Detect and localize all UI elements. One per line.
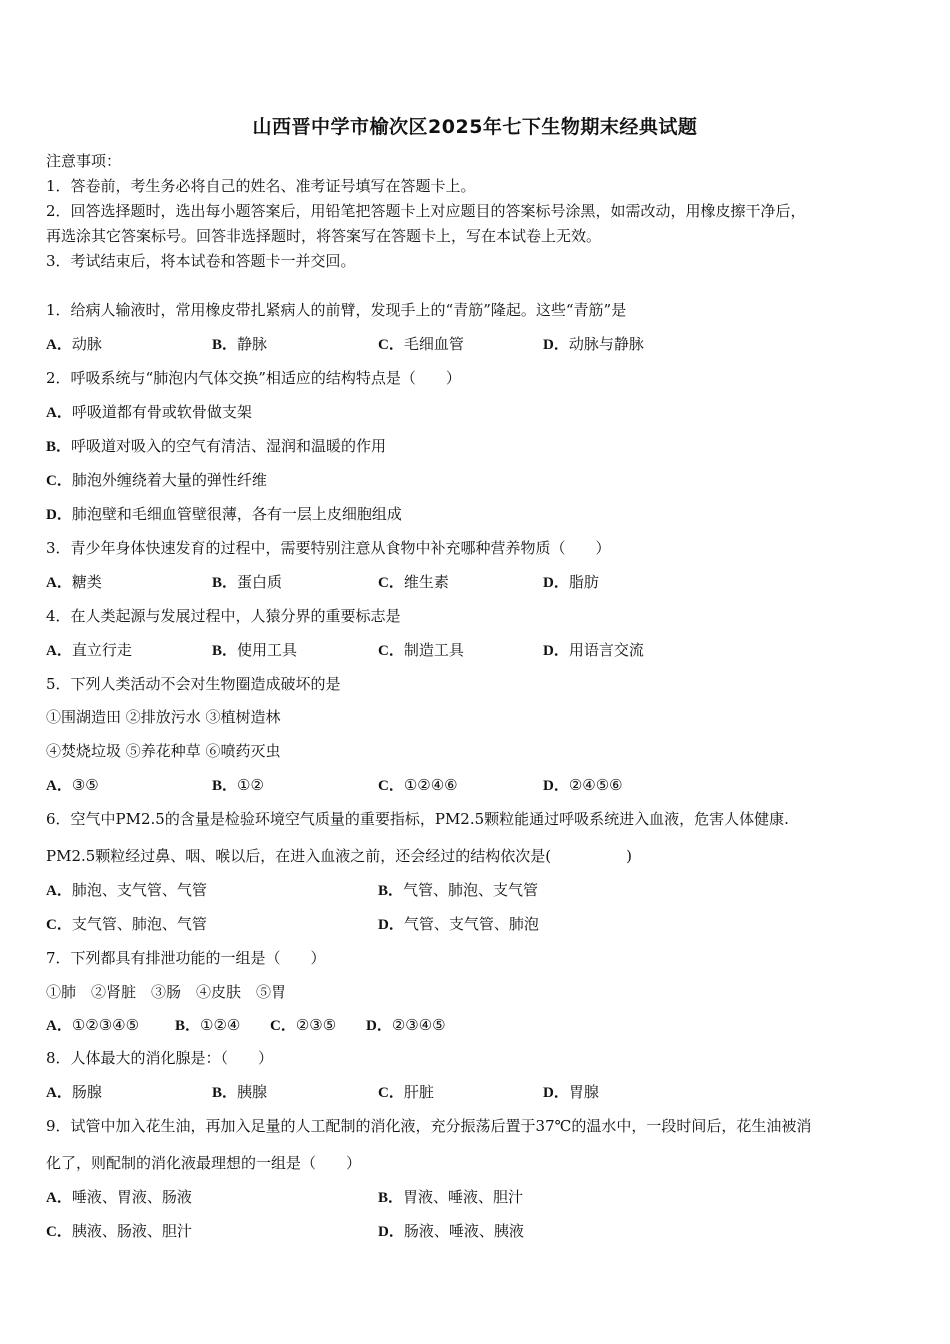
option-a[interactable] xyxy=(46,402,252,423)
option-text: 呼吸道对吸入的空气有清洁、湿润和温暖的作用 xyxy=(71,437,387,455)
option-text: 气管、肺泡、支气管 xyxy=(403,881,539,899)
option-letter: A． xyxy=(46,1085,72,1101)
option-text: 肝脏 xyxy=(403,1083,434,1101)
option-d[interactable] xyxy=(366,1015,446,1036)
question-stem: 3．青少年身体快速发育的过程中，需要特别注意从食物中补充哪种营养物质（ ） xyxy=(46,539,611,557)
option-d[interactable] xyxy=(46,504,402,525)
option-text: 肠腺 xyxy=(71,1083,102,1101)
option-letter: B． xyxy=(212,575,238,591)
option-text: 直立行走 xyxy=(71,641,132,659)
option-text: ①②④⑥ xyxy=(403,776,458,794)
option-letter: A． xyxy=(46,337,72,353)
option-letter: A． xyxy=(46,575,72,591)
option-text: 支气管、肺泡、气管 xyxy=(71,915,207,933)
option-a[interactable] xyxy=(46,775,99,796)
option-text: 动脉与静脉 xyxy=(568,335,644,353)
option-c[interactable] xyxy=(378,334,464,355)
notice-item: 3．考试结束后，将本试卷和答题卡一并交回。 xyxy=(46,252,356,270)
option-text: 肠液、唾液、胰液 xyxy=(403,1222,524,1240)
option-text: ②③⑤ xyxy=(295,1016,337,1034)
option-d[interactable] xyxy=(543,572,599,593)
option-letter: C． xyxy=(46,473,72,489)
option-letter: B． xyxy=(378,1190,404,1206)
option-c[interactable] xyxy=(46,1221,192,1242)
option-letter: D． xyxy=(543,575,569,591)
option-a[interactable] xyxy=(46,880,207,901)
option-c[interactable] xyxy=(46,914,207,935)
option-letter: C． xyxy=(270,1018,296,1034)
option-text: ③⑤ xyxy=(71,776,99,794)
option-b[interactable] xyxy=(46,436,386,457)
option-text: ②③④⑤ xyxy=(391,1016,446,1034)
option-text: 肺泡壁和毛细血管壁很薄，各有一层上皮细胞组成 xyxy=(71,505,402,523)
question-stem: 2．呼吸系统与“肺泡内气体交换”相适应的结构特点是（ ） xyxy=(46,369,461,387)
option-letter: D． xyxy=(543,778,569,794)
option-text: ②④⑤⑥ xyxy=(568,776,623,794)
option-text: 使用工具 xyxy=(237,641,298,659)
option-b[interactable] xyxy=(175,1015,240,1036)
question-stem: 7．下列都具有排泄功能的一组是（ ） xyxy=(46,949,326,967)
option-text: 胃腺 xyxy=(568,1083,599,1101)
option-a[interactable] xyxy=(46,640,132,661)
option-text: 维生素 xyxy=(403,573,449,591)
question-stem-continued: 化了，则配制的消化液最理想的一组是（ ） xyxy=(46,1154,362,1172)
option-letter: D． xyxy=(366,1018,392,1034)
option-letter: B． xyxy=(212,337,238,353)
option-letter: C． xyxy=(378,778,404,794)
option-letter: A． xyxy=(46,643,72,659)
option-b[interactable] xyxy=(212,1082,267,1103)
option-letter: D． xyxy=(543,1085,569,1101)
option-letter: A． xyxy=(46,1018,72,1034)
option-b[interactable] xyxy=(212,334,267,355)
option-letter: B． xyxy=(175,1018,201,1034)
notice-heading: 注意事项： xyxy=(46,152,122,170)
option-d[interactable] xyxy=(378,914,539,935)
option-c[interactable] xyxy=(378,572,449,593)
option-letter: B． xyxy=(212,1085,238,1101)
option-letter: D． xyxy=(543,643,569,659)
question-stem-continued: PM2.5颗粒经过鼻、咽、喉以后，在进入血液之前，还会经过的结构依次是( ) xyxy=(46,847,633,865)
question-stem: 9．试管中加入花生油，再加入足量的人工配制的消化液，充分振荡后置于37℃的温水中，一段时间后，花生油被消 xyxy=(46,1117,812,1135)
option-d[interactable] xyxy=(543,640,644,661)
option-letter: B． xyxy=(378,883,404,899)
question-statements: ④焚烧垃圾 ⑤养花种草 ⑥喷药灭虫 xyxy=(46,742,281,760)
option-letter: C． xyxy=(378,575,404,591)
page-title: 山西晋中学市榆次区2025年七下生物期末经典试题 xyxy=(252,116,698,138)
option-letter: A． xyxy=(46,778,72,794)
notice-item: 1．答卷前，考生务必将自己的姓名、准考证号填写在答题卡上。 xyxy=(46,177,476,195)
question-stem: 6．空气中PM2.5的含量是检验环境空气质量的重要指标，PM2.5颗粒能通过呼吸系统进入血液，危害人体健康. xyxy=(46,810,789,828)
option-letter: C． xyxy=(46,917,72,933)
option-c[interactable] xyxy=(270,1015,336,1036)
option-d[interactable] xyxy=(543,775,623,796)
option-letter: D． xyxy=(378,917,404,933)
question-stem: 4．在人类起源与发展过程中，人猿分界的重要标志是 xyxy=(46,607,401,625)
option-letter: B． xyxy=(212,643,238,659)
option-text: 用语言交流 xyxy=(568,641,644,659)
option-d[interactable] xyxy=(543,1082,599,1103)
question-stem: 8．人体最大的消化腺是：（ ） xyxy=(46,1049,274,1067)
option-text: 呼吸道都有骨或软骨做支架 xyxy=(71,403,252,421)
option-letter: B． xyxy=(46,439,72,455)
option-text: 糖类 xyxy=(71,573,102,591)
option-c[interactable] xyxy=(378,1082,434,1103)
option-b[interactable] xyxy=(212,775,264,796)
option-text: 肺泡、支气管、气管 xyxy=(71,881,207,899)
option-b[interactable] xyxy=(378,880,538,901)
option-letter: C． xyxy=(378,1085,404,1101)
option-text: ①②③④⑤ xyxy=(71,1016,140,1034)
option-b[interactable] xyxy=(378,1187,523,1208)
option-letter: C． xyxy=(46,1224,72,1240)
option-text: 静脉 xyxy=(237,335,268,353)
option-text: 脂肪 xyxy=(568,573,599,591)
question-stem: 5．下列人类活动不会对生物圈造成破坏的是 xyxy=(46,675,341,693)
option-text: 动脉 xyxy=(71,335,102,353)
option-b[interactable] xyxy=(212,640,297,661)
option-a[interactable] xyxy=(46,334,102,355)
option-letter: B． xyxy=(212,778,238,794)
option-letter: A． xyxy=(46,1190,72,1206)
option-a[interactable] xyxy=(46,1082,102,1103)
option-c[interactable] xyxy=(378,775,458,796)
option-b[interactable] xyxy=(212,572,282,593)
option-text: 唾液、胃液、肠液 xyxy=(71,1188,192,1206)
notice-item: 再选涂其它答案标号。回答非选择题时，将答案写在答题卡上，写在本试卷上无效。 xyxy=(46,227,602,245)
option-d[interactable] xyxy=(543,334,644,355)
question-statements: ①肺 ②肾脏 ③肠 ④皮肤 ⑤胃 xyxy=(46,983,287,1001)
option-text: 胰液、肠液、胆汁 xyxy=(71,1222,192,1240)
option-text: 蛋白质 xyxy=(237,573,283,591)
option-text: ①②④ xyxy=(200,1016,241,1034)
option-text: ①② xyxy=(237,776,264,794)
option-letter: C． xyxy=(378,337,404,353)
option-text: 胃液、唾液、胆汁 xyxy=(403,1188,524,1206)
option-c[interactable] xyxy=(46,470,267,491)
option-text: 肺泡外缠绕着大量的弹性纤维 xyxy=(71,471,267,489)
option-text: 毛细血管 xyxy=(403,335,464,353)
option-text: 胰腺 xyxy=(237,1083,268,1101)
question-statements: ①围湖造田 ②排放污水 ③植树造林 xyxy=(46,708,281,726)
option-letter: D． xyxy=(543,337,569,353)
option-letter: C． xyxy=(378,643,404,659)
option-letter: D． xyxy=(378,1224,404,1240)
option-c[interactable] xyxy=(378,640,464,661)
notice-item: 2．回答选择题时，选出每小题答案后，用铅笔把答题卡上对应题目的答案标号涂黑，如需改动，用橡皮擦干净后， xyxy=(46,202,806,220)
option-letter: D． xyxy=(46,507,72,523)
option-text: 气管、支气管、肺泡 xyxy=(403,915,539,933)
option-a[interactable] xyxy=(46,1015,139,1036)
option-letter: A． xyxy=(46,883,72,899)
option-text: 制造工具 xyxy=(403,641,464,659)
option-d[interactable] xyxy=(378,1221,524,1242)
option-a[interactable] xyxy=(46,572,102,593)
question-stem: 1．给病人输液时，常用橡皮带扎紧病人的前臂，发现手上的“青筋”隆起。这些“青筋”是 xyxy=(46,301,627,319)
option-a[interactable] xyxy=(46,1187,192,1208)
option-letter: A． xyxy=(46,405,72,421)
